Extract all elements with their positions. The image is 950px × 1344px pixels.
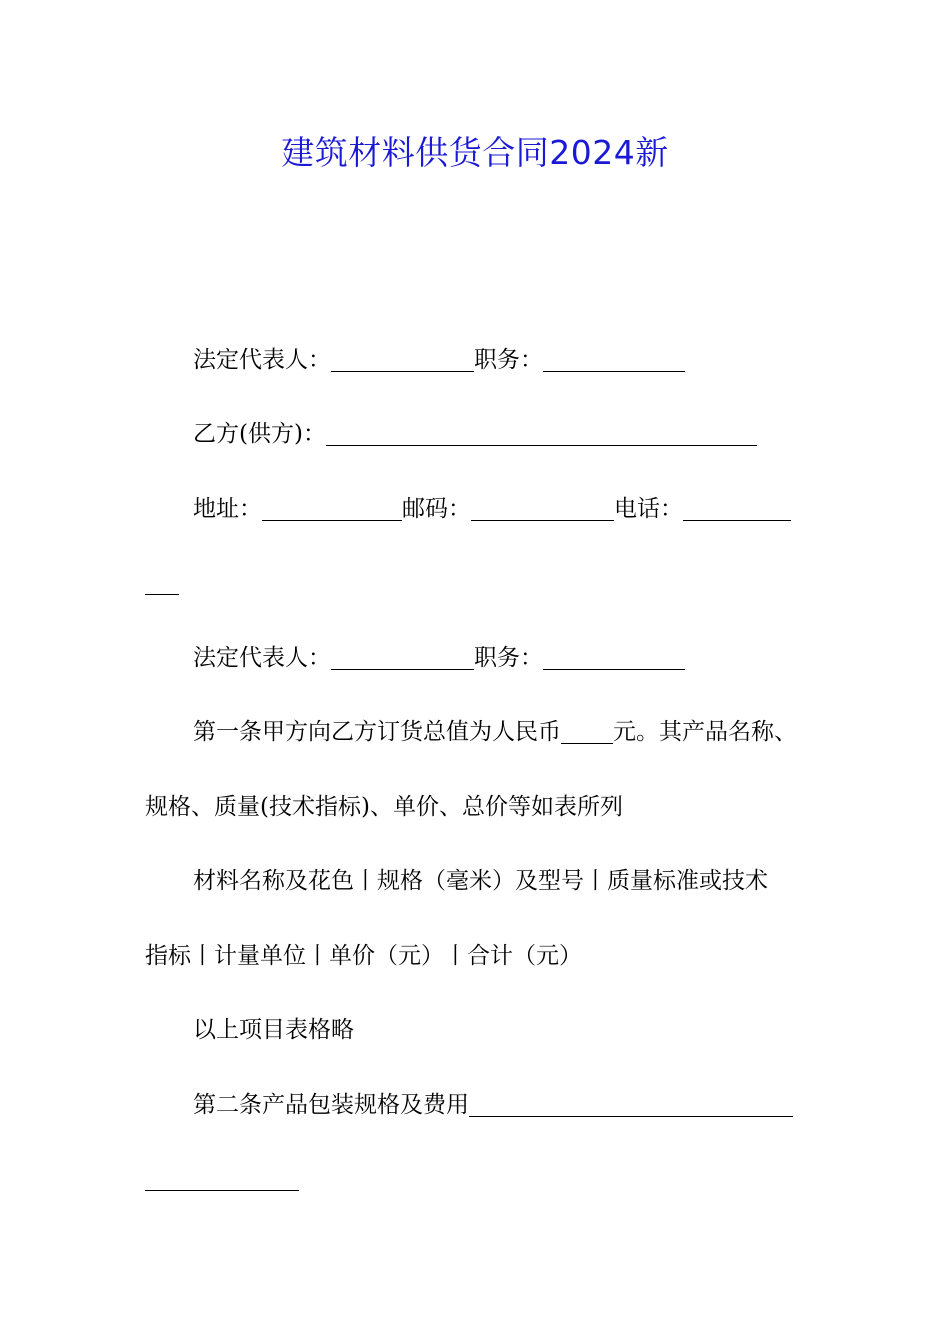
postcode-blank[interactable] xyxy=(471,492,614,521)
article-two-text: 第二条产品包装规格及费用 xyxy=(193,1092,469,1118)
document-title: 建筑材料供货合同2024新 xyxy=(281,133,669,172)
legal-representative-line xyxy=(0,342,950,378)
legal-representative-blank-2[interactable] xyxy=(331,641,474,670)
article-one-line-2 xyxy=(0,789,950,825)
packaging-blank[interactable] xyxy=(469,1088,793,1117)
legal-representative-line-2 xyxy=(0,640,950,676)
table-header-text-2: 指标丨计量单位丨单价（元）丨合计（元） xyxy=(145,943,582,969)
party-b-line xyxy=(0,416,950,452)
table-header-line xyxy=(0,863,950,899)
party-b-blank[interactable] xyxy=(326,417,757,446)
legal-representative-blank[interactable] xyxy=(331,343,474,372)
position-blank-2[interactable] xyxy=(543,641,685,670)
packaging-blank-continuation[interactable] xyxy=(145,1162,299,1191)
phone-label: 电话： xyxy=(614,496,683,522)
table-header-text: 材料名称及花色丨规格（毫米）及型号丨质量标准或技术 xyxy=(193,868,768,894)
article-one-text-cont: 元。其产品名称、 xyxy=(613,719,797,745)
position-blank[interactable] xyxy=(543,343,685,372)
address-blank[interactable] xyxy=(262,492,402,521)
article-two-line xyxy=(0,1087,950,1123)
table-omitted-line xyxy=(0,1012,950,1048)
position-label: 职务： xyxy=(474,347,543,373)
phone-blank-continuation[interactable] xyxy=(145,566,179,595)
address-line xyxy=(0,491,950,527)
postcode-label: 邮码： xyxy=(402,496,471,522)
phone-blank[interactable] xyxy=(683,492,791,521)
position-label-2: 职务： xyxy=(474,645,543,671)
article-one-text-2: 规格、质量(技术指标)、单价、总价等如表所列 xyxy=(145,794,623,820)
table-omitted-text: 以上项目表格略 xyxy=(193,1017,354,1043)
party-b-label: 乙方(供方)： xyxy=(193,421,326,447)
phone-continuation-line xyxy=(0,565,950,601)
address-label: 地址： xyxy=(193,496,262,522)
legal-representative-label: 法定代表人： xyxy=(193,347,331,373)
table-header-line-2 xyxy=(0,938,950,974)
packaging-continuation-line xyxy=(0,1161,950,1197)
total-value-blank[interactable] xyxy=(561,715,613,744)
article-one-text: 第一条甲方向乙方订货总值为人民币 xyxy=(193,719,561,745)
article-one-line xyxy=(0,714,950,750)
legal-representative-label-2: 法定代表人： xyxy=(193,645,331,671)
